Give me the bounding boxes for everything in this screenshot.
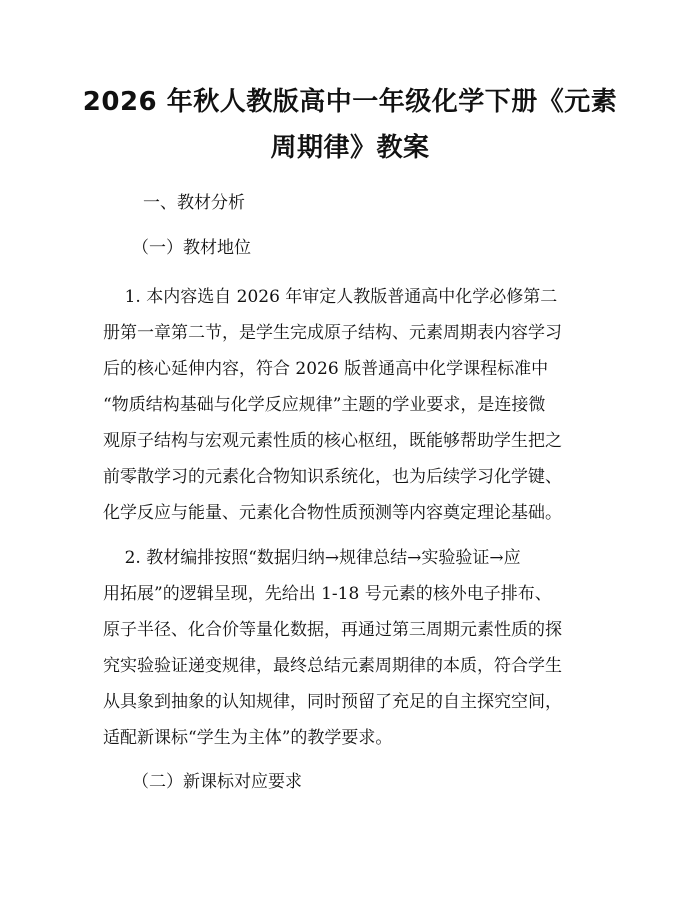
paragraph-line: 前零散学习的元素化合物知识系统化，也为后续学习化学键、 [103,467,562,487]
paragraph-line: 后的核心延伸内容，符合 2026 版普通高中化学课程标准中 [103,359,549,379]
paragraph-line: 册第一章第二节，是学生完成原子结构、元素周期表内容学习 [103,323,562,343]
subsection-heading-curriculum-requirements: （二）新课标对应要求 [132,772,302,792]
paragraph-1 [103,279,615,531]
paragraph-line: 2. 教材编排按照“数据归纳→规律总结→实验验证→应 [103,548,521,568]
subsection-heading-textbook-status: （一）教材地位 [132,238,251,258]
paragraph-line: 从具象到抽象的认知规律，同时预留了充足的自主探究空间， [103,692,562,712]
paragraph-line: 1. 本内容选自 2026 年审定人教版普通高中化学必修第二 [103,287,558,307]
paragraph-line: 用拓展”的逻辑呈现，先给出 1-18 号元素的核外电子排布、 [103,584,552,604]
paragraph-line: 观原子结构与宏观元素性质的核心枢纽，既能够帮助学生把之 [103,431,562,451]
paragraph-line: 化学反应与能量、元素化合物性质预测等内容奠定理论基础。 [103,503,562,523]
document-title-line-2: 周期律》教案 [270,133,430,163]
paragraph-line: 究实验验证递变规律，最终总结元素周期律的本质，符合学生 [103,656,562,676]
section-heading-textbook-analysis: 一、教材分析 [143,193,245,213]
paragraph-line: 适配新课标“学生为主体”的教学要求。 [103,728,393,748]
document-title-line-1: 2026 年秋人教版高中一年级化学下册《元素 [82,87,618,117]
paragraph-line: “物质结构基础与化学反应规律”主题的学业要求，是连接微 [103,395,546,415]
paragraph-line: 原子半径、化合价等量化数据，再通过第三周期元素性质的探 [103,620,562,640]
paragraph-2 [103,540,615,756]
